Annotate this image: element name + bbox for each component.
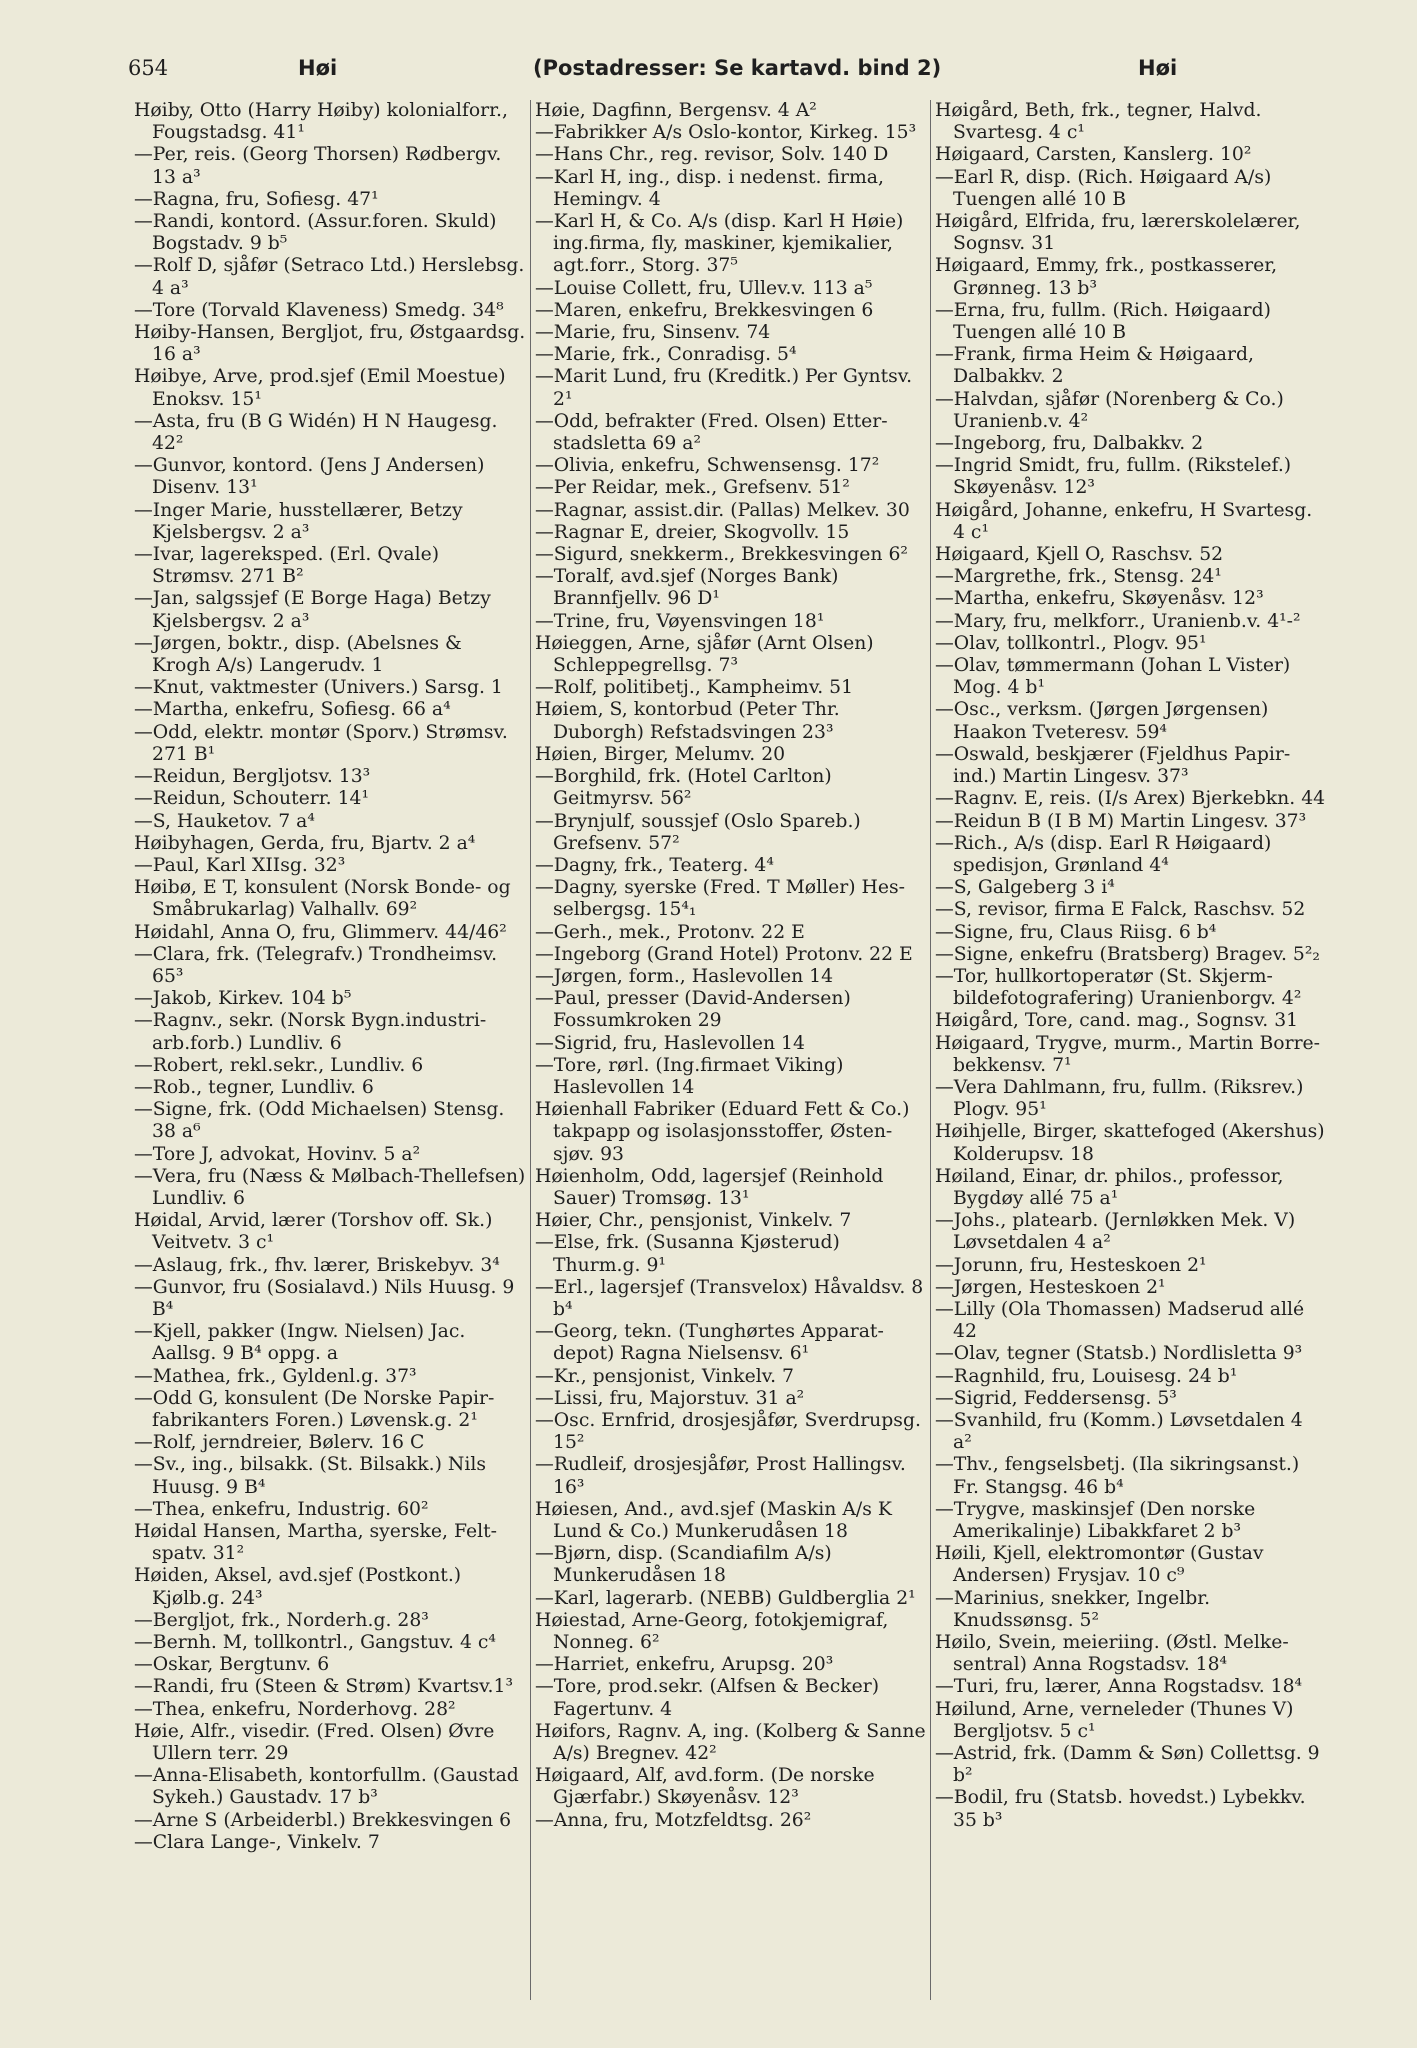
directory-entry: —Rolf D, sjåfør (Setraco Ltd.) Herslebsg. 4 a³ [134,255,525,299]
column-1 [130,100,530,2000]
directory-entry: —Bjørn, disp. (Scandiafilm A/s) Munkerudåsen 18 [535,1543,832,1587]
directory-entry: Høie, Alfr., visedir. (Fred. Olsen) Øvre Ullern terr. 29 [134,1720,495,1765]
directory-entry: —Anna-Elisabeth, kontorfullm. (Gaustad Sykeh.) Gaustadv. 17 b³ [134,1765,519,1809]
directory-entry: —Bodil, fru (Statsb. hovedst.) Lybekkv. 35 b³ [935,1787,1306,1831]
directory-entry: —Ivar, lagereksped. (Erl. Qvale) Strømsv. 271 B² [134,544,440,588]
directory-entry: —Turi, fru, lærer, Anna Rogstadsv. 18⁴ [935,1676,1303,1698]
directory-entry: —Bernh. M, tollkontrl., Gangstuv. 4 c⁴ [134,1632,496,1654]
directory-entry: —Lissi, fru, Majorstuv. 31 a² [535,1387,805,1409]
directory-entry: —Signe, enkefru (Bratsberg) Bragev. 5²₂ [935,943,1320,965]
directory-entry: —Clara, frk. (Telegrafv.) Trondheimsv. 65³ [134,943,498,987]
directory-entry: —Osc. Ernfrid, drosjesjåfør, Sverdrupsg. 15² [535,1409,921,1454]
directory-entry: —Olav, tegner (Statsb.) Nordlisletta 9³ [935,1343,1303,1365]
directory-entry: —Osc., verksm. (Jørgen Jørgensen) Haakon Tveteresv. 59⁴ [935,699,1269,743]
directory-entry: —Lilly (Ola Thomassen) Madserud allé 42 [935,1298,1305,1343]
directory-entry: —Jørgen, Hesteskoen 2¹ [935,1276,1166,1298]
directory-entry: —Earl R, disp. (Rich. Høigaard A/s) Tuengen allé 10 B [935,166,1272,210]
directory-entry: —Sv., ing., bilsakk. (St. Bilsakk.) Nils Huusg. 9 B⁴ [134,1454,486,1498]
directory-entry: —Rolf, jerndreier, Bølerv. 16 C [134,1432,425,1454]
directory-entry: —Jan, salgssjef (E Borge Haga) Betzy Kjelsbergsv. 2 a³ [134,588,491,632]
directory-entry: —Jakob, Kirkev. 104 b⁵ [134,988,352,1010]
running-header [128,56,1331,96]
directory-entry: —Louise Collett, fru, Ullev.v. 113 a⁵ [535,277,873,299]
directory-entry: Høifors, Ragnv. A, ing. (Kolberg & Sanne A/s) Bregnev. 42² [535,1720,926,1765]
directory-entry: —Odd, befrakter (Fred. Olsen) Etterstadsletta 69 a² [535,410,888,455]
directory-entry: Høidal Hansen, Martha, syerske, Feltspatv. 31² [134,1521,497,1565]
directory-entry: —Odd, elektr. montør (Sporv.) Strømsv. 271 B¹ [134,721,508,765]
directory-entry: —Erna, fru, fullm. (Rich. Høigaard) Tuengen allé 10 B [935,299,1271,344]
directory-entry: —Bergljot, frk., Norderh.g. 28³ [134,1609,429,1631]
directory-entry: —Trygve, maskinsjef (Den norske Amerikalinje) Libakkfaret 2 b³ [935,1498,1256,1542]
directory-entry: Høibyhagen, Gerda, fru, Bjartv. 2 a⁴ [134,832,476,854]
page-number: 654 [128,56,169,80]
directory-entry: —Brynjulf, soussjef (Oslo Spareb.) Grefsenv. 57² [535,810,861,854]
directory-entry: Høier, Chr., pensjonist, Vinkelv. 7 [535,1210,852,1232]
directory-entry: —Per Reidar, mek., Grefsenv. 51² [535,477,850,499]
header-note: (Postadresser: Se kartavd. bind 2) [533,56,942,80]
directory-entry: —Randi, fru (Steen & Strøm) Kvartsv.1³ [134,1676,513,1698]
directory-entry: —Per, reis. (Georg Thorsen) Rødbergv. 13 a³ [134,144,502,188]
directory-entry: Høigård, Tore, cand. mag., Sognsv. 31 [935,1010,1299,1032]
directory-entry: —Ragnar E, dreier, Skogvollv. 15 [535,521,850,543]
directory-entry: —Harriet, enkefru, Arupsg. 20³ [535,1654,834,1676]
directory-entry: —Gunvor, kontord. (Jens J Andersen) Disenv. 13¹ [134,455,485,499]
directory-entry: —Martha, enkefru, Skøyenåsv. 12³ [935,588,1264,610]
directory-entry: —Clara Lange-, Vinkelv. 7 [134,1831,380,1853]
directory-entry: —S, Hauketov. 7 a⁴ [134,810,315,832]
directory-entry: —Ragnhild, fru, Louisesg. 24 b¹ [935,1365,1238,1387]
directory-entry: Høibø, E T, konsulent (Norsk Bonde- og Småbrukarlag) Valhallv. 69² [134,877,511,921]
directory-entry: Høidal, Arvid, lærer (Torshov off. Sk.) Veitvetv. 3 c¹ [134,1210,493,1254]
directory-entry: —Marit Lund, fru (Kreditk.) Per Gyntsv. 2¹ [535,366,913,410]
directory-entry: Høidahl, Anna O, fru, Glimmerv. 44/46² [134,921,507,943]
directory-entry: Høigaard, Carsten, Kanslerg. 10² [935,144,1252,166]
directory-entry: Høieggen, Arne, sjåfør (Arnt Olsen) Schleppegrellsg. 7³ [535,632,874,677]
directory-entry: Høigaard, Emmy, frk., postkasserer, Grønneg. 13 b³ [935,255,1278,299]
directory-entry: —Ingrid Smidt, fru, fullm. (Rikstelef.) Skøyenåsv. 12³ [935,455,1292,499]
column-3 [930,100,1330,2000]
directory-entry: —Else, frk. (Susanna Kjøsterud) Thurm.g. 9¹ [535,1232,840,1276]
directory-entry: —Astrid, frk. (Damm & Søn) Collettsg. 9 b² [935,1743,1320,1787]
directory-entry: Høigård, Beth, frk., tegner, Halvd. Svartesg. 4 c¹ [935,100,1262,144]
directory-entry: —Martha, enkefru, Sofiesg. 66 a⁴ [134,699,451,721]
directory-entry: —Sigrid, Feddersensg. 5³ [935,1387,1177,1409]
directory-entry: —Gunvor, fru (Sosialavd.) Nils Huusg. 9 B⁴ [134,1276,515,1320]
directory-entry: —Tore, prod.sekr. (Alfsen & Becker) Fagertunv. 4 [535,1676,880,1720]
directory-entry: Høiden, Aksel, avd.sjef (Postkont.) Kjølb.g. 24³ [134,1565,462,1609]
directory-entry: —Oswald, beskjærer (Fjeldhus Papirind.) Martin Lingesv. 37³ [935,743,1291,788]
directory-entry: —Kr., pensjonist, Vinkelv. 7 [535,1365,794,1387]
directory-entry: —Gerh., mek., Protonv. 22 E [535,921,805,943]
directory-entry: —Anna, fru, Motzfeldtsg. 26² [535,1809,812,1831]
directory-entry: —Kjell, pakker (Ingw. Nielsen) Jac. Aallsg. 9 B⁴ oppg. a [134,1321,466,1365]
directory-entry: —Reidun B (I B M) Martin Lingesv. 37³ [935,810,1307,832]
directory-entry: —Vera Dahlmann, fru, fullm. (Riksrev.) Plogv. 95¹ [935,1076,1304,1121]
directory-entry: —Olav, tømmermann (Johan L Vister) Mog. 4 b¹ [935,655,1291,699]
directory-entry: —Jørgen, form., Haslevollen 14 [535,965,834,987]
directory-entry: —Johs., platearb. (Jernløkken Mek. V) Løvsetdalen 4 a² [935,1210,1296,1254]
directory-entry: —Erl., lagersjef (Transvelox) Håvaldsv. 8 b⁴ [535,1276,924,1320]
directory-entry: —Oskar, Bergtunv. 6 [134,1654,330,1676]
directory-entry: —Ragnv. E, reis. (I/s Arex) Bjerkebkn. 44 [935,788,1326,810]
directory-entry: —Odd G, konsulent (De Norske Papirfabrikanters Foren.) Løvensk.g. 2¹ [134,1387,495,1431]
directory-entry: —Maren, enkefru, Brekkesvingen 6 [535,299,874,321]
directory-entry: —Hans Chr., reg. revisor, Solv. 140 D [535,144,889,166]
directory-entry: —Frank, firma Heim & Høigaard, Dalbakkv. 2 [935,344,1254,388]
directory-entry: —Signe, frk. (Odd Michaelsen) Stensg. 38 a⁶ [134,1099,505,1143]
directory-entry: —Tore J, advokat, Hovinv. 5 a² [134,1143,421,1165]
directory-entry: —Thv., fengselsbetj. (Ila sikringsanst.) Fr. Stangsg. 46 b⁴ [935,1454,1300,1498]
directory-entry: Høiesen, And., avd.sjef (Maskin A/s K Lund & Co.) Munkerudåsen 18 [535,1498,892,1542]
directory-entry: —Reidun, Bergljotsv. 13³ [134,766,371,788]
directory-entry: —Ingeborg, fru, Dalbakkv. 2 [935,433,1204,455]
directory-entry: Høiby-Hansen, Bergljot, fru, Østgaardsg. 16 a³ [134,322,526,366]
directory-entry: Høienholm, Odd, lagersjef (Reinhold Sauer) Tromsøg. 13¹ [535,1165,884,1209]
directory-entry: —Sigurd, snekkerm., Brekkesvingen 6² [535,544,908,566]
directory-entry: Høilund, Arne, verneleder (Thunes V) Bergljotsv. 5 c¹ [935,1698,1294,1742]
directory-entry: —Karl H, ing., disp. i nedenst. firma, Hemingv. 4 [535,166,884,210]
directory-entry: Høigård, Elfrida, fru, lærerskolelærer, Sognsv. 31 [935,211,1301,255]
directory-entry: —Thea, enkefru, Industrig. 60² [134,1498,429,1520]
directory-entry: —Mathea, frk., Gyldenl.g. 37³ [134,1365,417,1387]
directory-entry: Høiby, Otto (Harry Høiby) kolonialforr., Fougstadsg. 41¹ [134,100,508,144]
directory-entry: —Asta, fru (B G Widén) H N Haugesg. 42² [134,410,498,455]
directory-entry: —Randi, kontord. (Assur.foren. Skuld) Bogstadv. 9 b⁵ [134,211,497,255]
directory-entry: —Marinius, snekker, Ingelbr. Knudssønsg. 5² [935,1587,1211,1631]
directory-entry: —Marie, fru, Sinsenv. 74 [535,322,771,344]
directory-entry: Høiem, S, kontorbud (Peter Thr. Duborgh) Refstadsvingen 23³ [535,699,840,743]
directory-entry: —Fabrikker A/s Oslo-kontor, Kirkeg. 15³ [535,122,917,144]
directory-entry: —Ragnv., sekr. (Norsk Bygn.industriarb.forb.) Lundliv. 6 [134,1010,487,1054]
directory-entry: —Ingeborg (Grand Hotel) Protonv. 22 E [535,943,913,965]
directory-entry: Høigaard, Trygve, murm., Martin Borrebekkensv. 7¹ [935,1032,1321,1076]
directory-entry: —Margrethe, frk., Stensg. 24¹ [935,566,1222,588]
column-2 [530,100,930,2000]
directory-entry: —Knut, vaktmester (Univers.) Sarsg. 1 [134,677,503,699]
directory-entry: —Georg, tekn. (Tunghørtes Apparatdepot) Ragna Nielsensv. 6¹ [535,1321,884,1365]
directory-entry: —Ragna, fru, Sofiesg. 47¹ [134,188,379,210]
directory-entry: Høilo, Svein, meieriing. (Østl. Melkesentral) Anna Rogstadsv. 18⁴ [935,1632,1289,1676]
directory-entry: —Jorunn, fru, Hesteskoen 2¹ [935,1254,1207,1276]
directory-entry: —Paul, presser (David-Andersen) Fossumkroken 29 [535,988,851,1032]
directory-entry: Høien, Birger, Melumv. 20 [535,743,786,765]
directory-entry: —Karl, lagerarb. (NEBB) Guldberglia 2¹ [535,1587,916,1609]
directory-entry: Høienhall Fabriker (Eduard Fett & Co.) takpapp og isolasjonsstoffer, Østensjøv. 93 [535,1099,910,1165]
right-catchword: Høi [1138,56,1178,80]
directory-entry: —S, revisor, firma E Falck, Raschsv. 52 [935,899,1306,921]
directory-entry: Høihjelle, Birger, skattefoged (Akershus) Kolderupsv. 18 [935,1121,1325,1165]
directory-entry: —Sigrid, fru, Haslevollen 14 [535,1032,805,1054]
directory-entry: —Ragnar, assist.dir. (Pallas) Melkev. 30 [535,499,910,521]
directory-entry: Høiestad, Arne-Georg, fotokjemigraf, Nonneg. 6² [535,1609,889,1654]
directory-entry: —Olav, tollkontrl., Plogv. 95¹ [935,632,1207,654]
directory-entry: —Aslaug, frk., fhv. lærer, Briskebyv. 3⁴ [134,1254,500,1276]
directory-entry: —Halvdan, sjåfør (Norenberg & Co.) Uranienb.v. 4² [935,388,1284,432]
directory-entry: —Vera, fru (Næss & Mølbach-Thellefsen) Lundliv. 6 [134,1165,526,1209]
directory-entry: —Borghild, frk. (Hotel Carlton) Geitmyrsv. 56² [535,766,832,810]
directory-entry: —Signe, fru, Claus Riisg. 6 b⁴ [935,921,1217,943]
directory-entry: —Tore (Torvald Klaveness) Smedg. 34⁸ [134,299,504,321]
directory-entry: Høigård, Johanne, enkefru, H Svartesg. 4 c¹ [935,499,1313,543]
directory-entry: —Paul, Karl XIIsg. 32³ [134,854,346,876]
directory-entry: —S, Galgeberg 3 i⁴ [935,877,1115,899]
directory-entry: —Rudleif, drosjesjåfør, Prost Hallingsv. 16³ [535,1454,906,1498]
left-catchword: Høi [298,56,338,80]
directory-entry: —Svanhild, fru (Komm.) Løvsetdalen 4 a² [935,1409,1303,1454]
directory-entry: Høili, Kjell, elektromontør (Gustav Andersen) Frysjav. 10 c⁹ [935,1543,1264,1587]
directory-entry: —Dagny, frk., Teaterg. 4⁴ [535,854,774,876]
directory-entry: —Karl H, & Co. A/s (disp. Karl H Høie) ing.firma, fly, maskiner, kjemikalier, agt.forr., Storg. 37⁵ [535,211,904,277]
directory-entry: Høie, Dagfinn, Bergensv. 4 A² [535,100,817,121]
directory-entry: —Robert, rekl.sekr., Lundliv. 6 [134,1054,424,1076]
directory-entry: —Marie, frk., Conradisg. 5⁴ [535,344,797,366]
directory-entry: —Rich., A/s (disp. Earl R Høigaard) spedisjon, Grønland 4⁴ [935,832,1272,876]
directory-columns [130,100,1334,2000]
directory-entry: —Dagny, syerske (Fred. T Møller) Hesselbergsg. 15⁴₁ [535,877,905,921]
directory-entry: —Olivia, enkefru, Schwensensg. 17² [535,455,880,477]
directory-entry: Høigaard, Kjell O, Raschsv. 52 [935,544,1224,566]
directory-entry: —Rolf, politibetj., Kampheimv. 51 [535,677,854,699]
directory-entry: —Inger Marie, husstellærer, Betzy Kjelsbergsv. 2 a³ [134,499,463,543]
directory-entry: —Mary, fru, melkforr., Uranienb.v. 4¹-² [935,610,1301,632]
directory-entry: Høibye, Arve, prod.sjef (Emil Moestue) Enoksv. 15¹ [134,366,506,410]
directory-entry: —Tore, rørl. (Ing.firmaet Viking) Haslevollen 14 [535,1054,844,1098]
directory-entry: —Arne S (Arbeiderbl.) Brekkesvingen 6 [134,1809,512,1831]
directory-entry: Høigaard, Alf, avd.form. (De norske Gjærfabr.) Skøyenåsv. 12³ [535,1765,875,1809]
directory-entry: —Reidun, Schouterr. 14¹ [134,788,370,810]
directory-entry: —Tor, hullkortoperatør (St. Skjermbildefotografering) Uranienborgv. 4² [935,965,1302,1010]
directory-entry: —Rob., tegner, Lundliv. 6 [134,1076,374,1098]
directory-entry: —Toralf, avd.sjef (Norges Bank) Brannfjellv. 96 D¹ [535,566,839,610]
directory-entry: Høiland, Einar, dr. philos., professor, Bygdøy allé 75 a¹ [935,1165,1284,1209]
directory-entry: —Jørgen, boktr., disp. (Abelsnes & Krogh A/s) Langerudv. 1 [134,632,462,677]
directory-entry: —Thea, enkefru, Norderhovg. 28² [134,1698,456,1720]
directory-entry: —Trine, fru, Vøyensvingen 18¹ [535,610,825,632]
